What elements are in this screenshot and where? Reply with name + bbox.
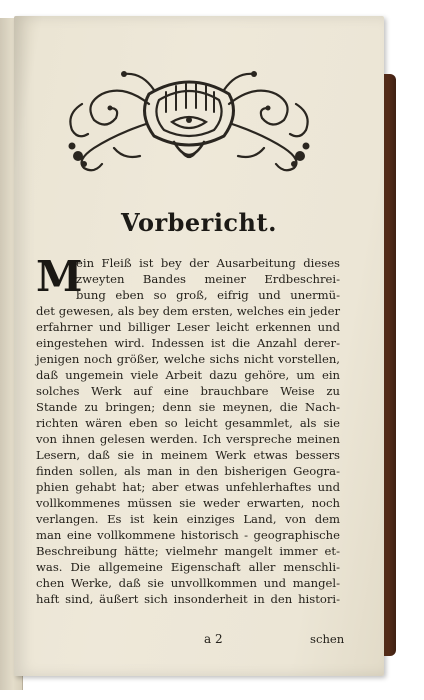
- text-line: ein Fleiß ist bey der Ausarbeitung dieses: [76, 256, 340, 270]
- text-line: Beschreibung hätte; vielmehr mangelt immer et-: [36, 544, 340, 558]
- text-line: erfahrner und billiger Leser leicht erkennen und: [36, 320, 340, 334]
- page-heading: Vorbericht.: [121, 208, 277, 237]
- signature-mark: a 2: [204, 632, 223, 646]
- text-line: phien gehabt hat; aber etwas unfehlerhaftes und: [36, 480, 340, 494]
- text-line: vollkommenes müssen sie weder erwarten, noch: [36, 496, 340, 510]
- text-line: was. Die allgemeine Eigenschaft aller menschli-: [36, 560, 340, 574]
- text-line: Stande zu bringen; denn sie meynen, die Nach-: [36, 400, 340, 414]
- text-line: jenigen noch größer, welche sichs nicht vorstellen,: [36, 352, 340, 366]
- catchword: schen: [310, 632, 345, 646]
- book-page: [14, 16, 384, 676]
- drop-cap-initial: M: [36, 252, 83, 301]
- text-line: richten wären eben so leicht gesammlet, als sie: [36, 416, 340, 430]
- text-line: daß ungemein viele Arbeit dazu gehöre, um ein: [36, 368, 340, 382]
- text-line: det gewesen, als bey dem ersten, welches ein jeder: [36, 304, 340, 318]
- text-line: zweyten Bandes meiner Erdbeschrei-: [76, 272, 340, 286]
- text-line: bung eben so groß, eifrig und unermü-: [76, 288, 340, 302]
- text-line: haft sind, äußert sich insonderheit in den histori-: [36, 592, 340, 606]
- text-line: von ihnen gelesen werden. Ich verspreche meinen: [36, 432, 340, 446]
- text-line: chen Werke, daß sie unvollkommen und mangel-: [36, 576, 340, 590]
- text-line: Lesern, daß sie in meinem Werk etwas bessers: [36, 448, 340, 462]
- text-line: verlangen. Es ist kein einziges Land, von dem: [36, 512, 340, 526]
- text-line: solches Werk auf eine brauchbare Weise zu: [36, 384, 340, 398]
- text-line: eingestehen wird. Indessen ist die Anzahl derer-: [36, 336, 340, 350]
- text-line: man eine vollkommene historisch - geographische: [36, 528, 340, 542]
- text-line: finden sollen, als man in den bisherigen Geogra-: [36, 464, 340, 478]
- rococo-headpiece-ornament-icon: [54, 64, 324, 176]
